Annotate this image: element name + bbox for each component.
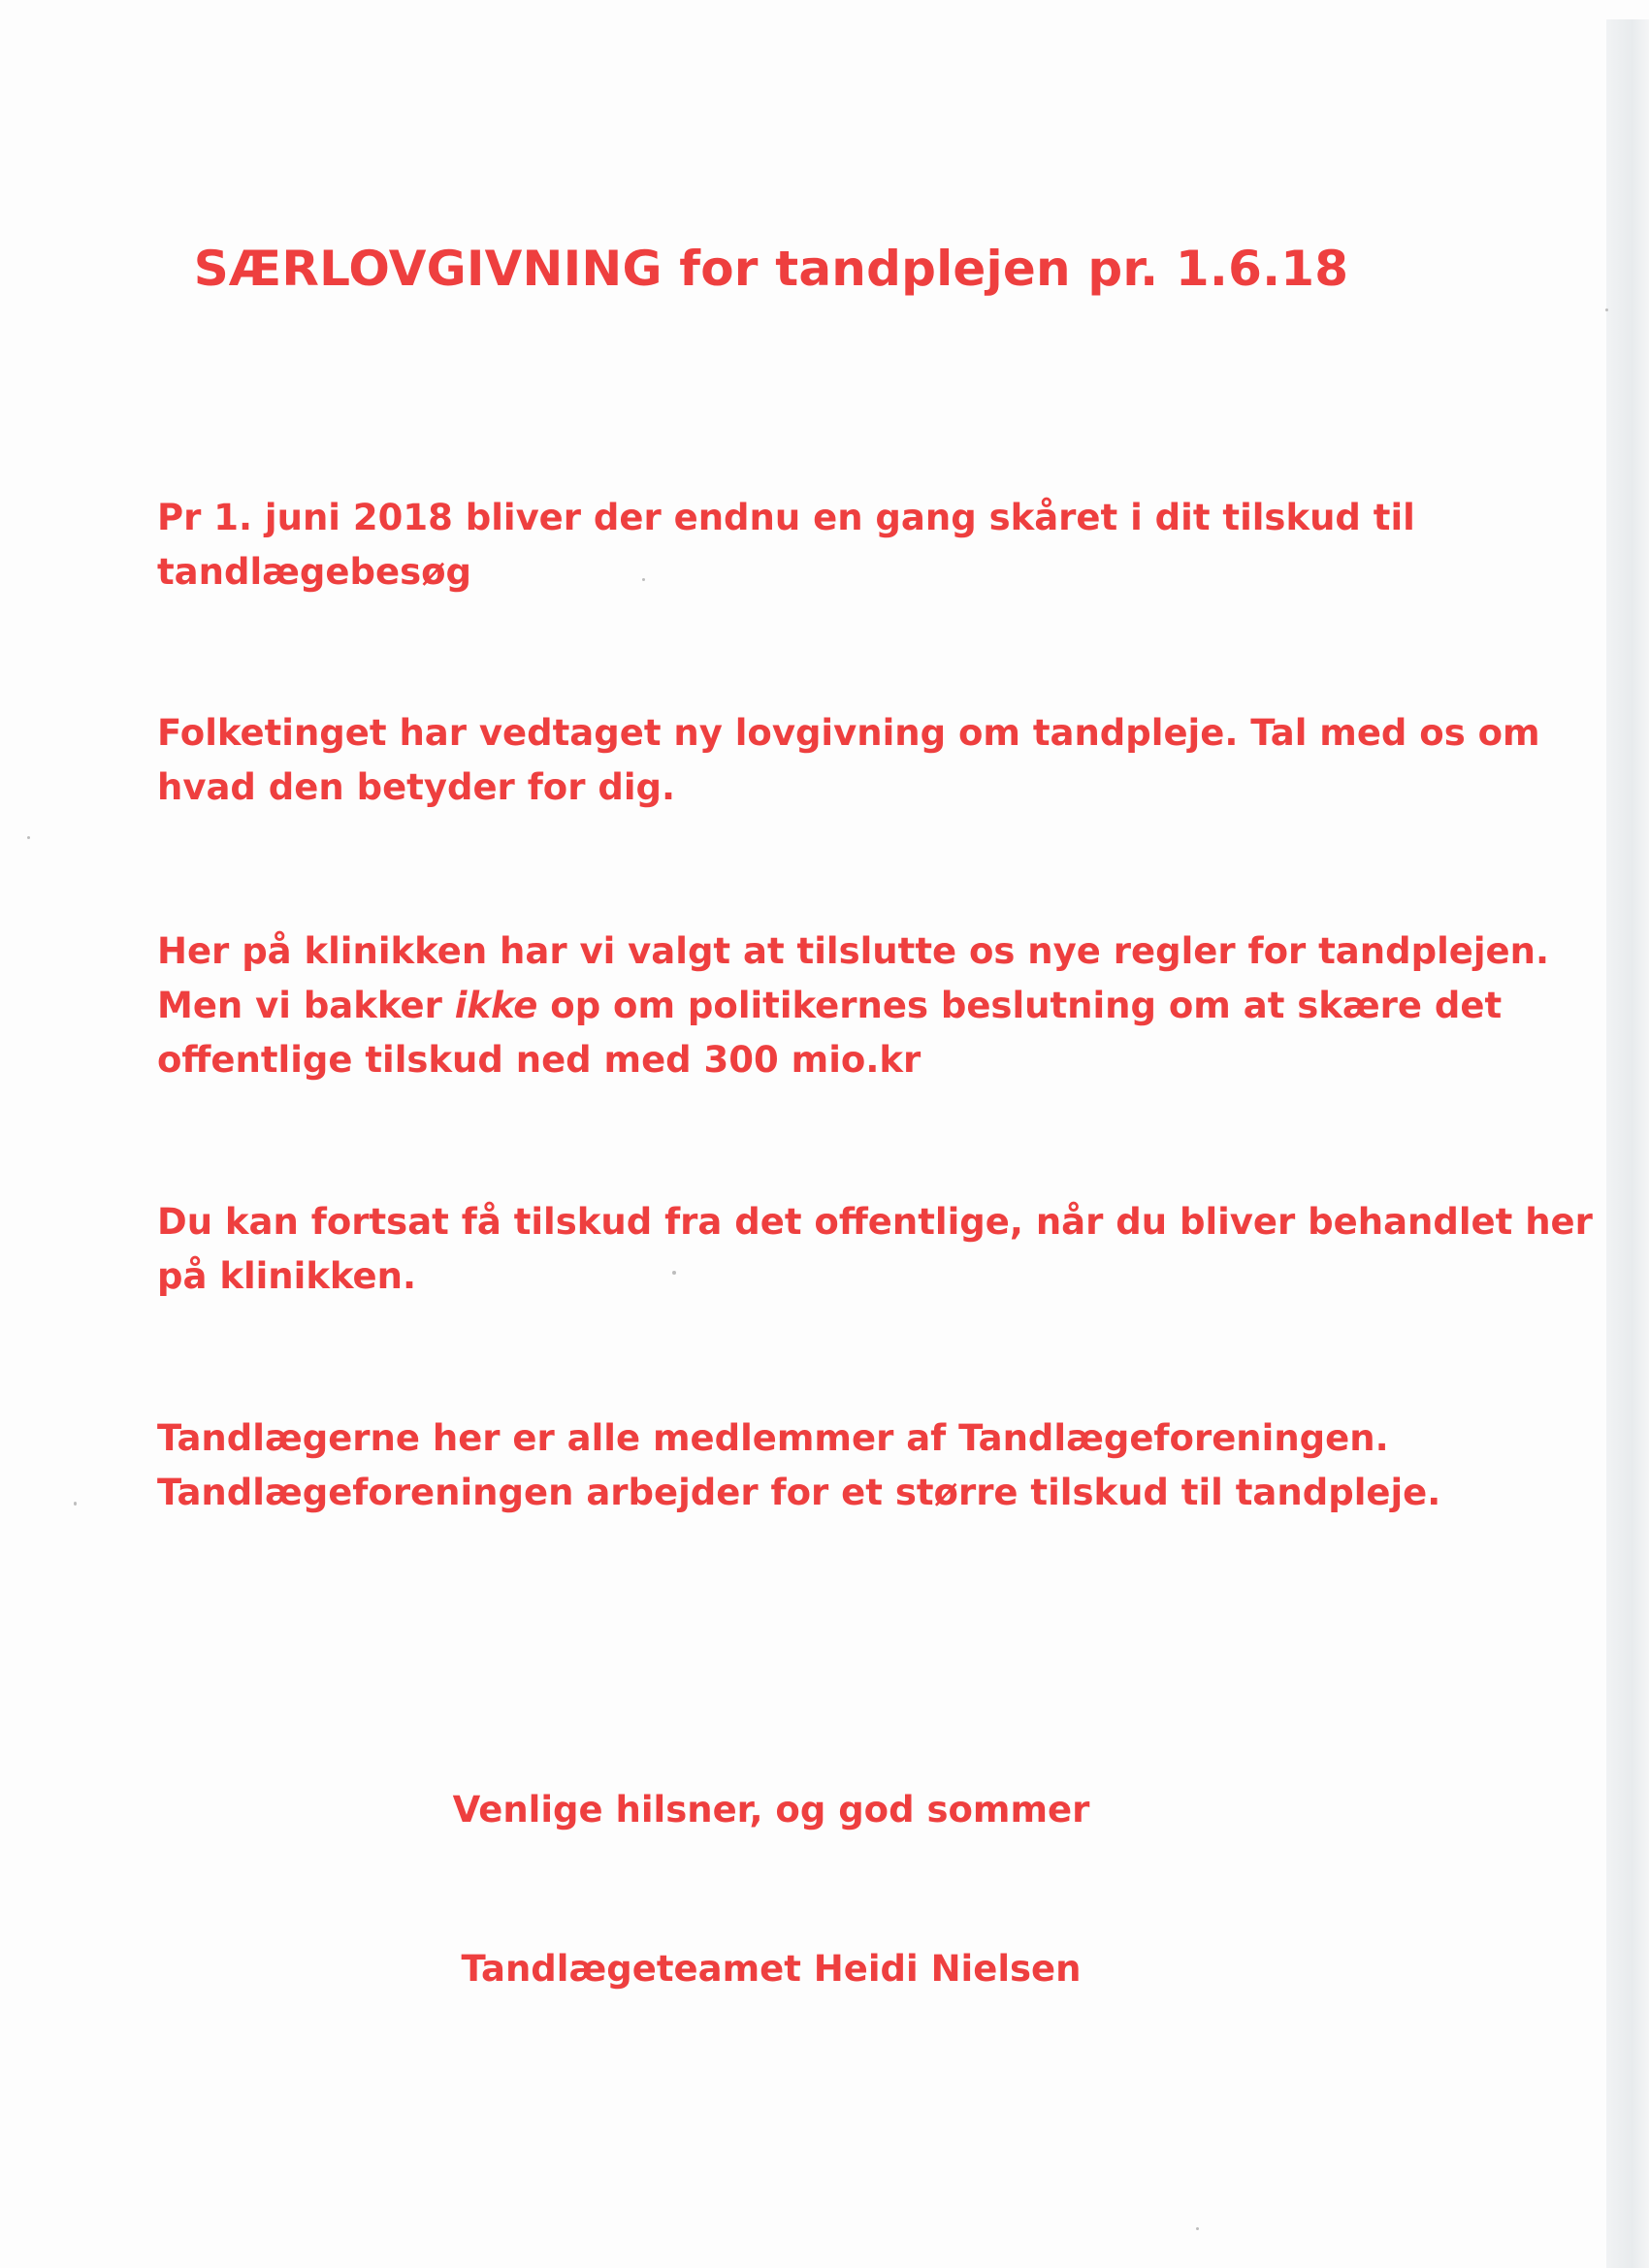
paragraph-subsidy-cut [157,491,1447,599]
scan-speck [1605,308,1608,311]
text-run: Men vi bakker [157,985,455,1026]
scan-edge-strip [1606,19,1649,2268]
signature: Tandlægeteamet Heidi Nielsen [461,1948,1082,1990]
paragraph-clinic-position [157,924,1550,1087]
paragraph-line: på klinikken. [157,1255,417,1297]
notice-title: SÆRLOVGIVNING for tandplejen pr. 1.6.18 [193,241,1349,297]
paragraph-line: Pr 1. juni 2018 bliver der endnu en gang skåret i dit tilskud til [157,497,1415,538]
paragraph-continued-subsidy [157,1195,1593,1304]
paragraph-new-legislation [157,706,1540,815]
scan-speck [74,1502,77,1506]
paragraph-line: Tandlægeforeningen arbejder for et større tilskud til tandpleje. [157,1472,1441,1513]
paragraph-line: offentlige tilskud ned med 300 mio.kr [157,1039,922,1081]
paragraph-line: tandlægebesøg [157,551,472,593]
paragraph-line: Folketinget har vedtaget ny lovgivning om tandpleje. Tal med os om [157,712,1540,754]
scan-speck [27,836,30,839]
text-run: op om politikernes beslutning om at skære det [537,985,1503,1026]
paragraph-line: Her på klinikken har vi valgt at tilslutte os nye regler for tandplejen. [157,930,1550,972]
paragraph-line: Tandlægerne her er alle medlemmer af Tandlægeforeningen. [157,1417,1389,1459]
paragraph-line: hvad den betyder for dig. [157,766,676,808]
scan-speck [1196,2227,1199,2230]
paragraph-line: Du kan fortsat få tilskud fra det offentlige, når du bliver behandlet her [157,1201,1593,1243]
paragraph-dental-association [157,1411,1447,1520]
emphasized-word: ikke [454,985,538,1026]
paragraph-line [157,979,1503,1033]
closing-greeting: Venlige hilsner, og god sommer [452,1789,1090,1831]
